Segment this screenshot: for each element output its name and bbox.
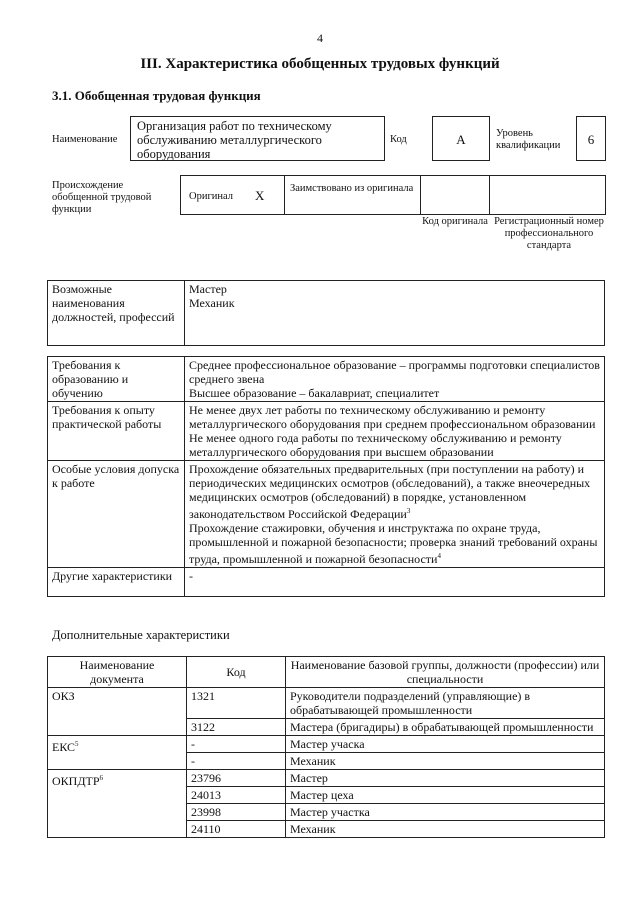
function-name: Организация работ по техническому обслуживанию металлургического оборудования <box>137 119 332 161</box>
footnote: 6 <box>99 774 104 782</box>
req-label: Особые условия допуска к работе <box>48 461 185 568</box>
level-box <box>576 116 606 161</box>
additional-table <box>47 656 605 838</box>
origin-label: Происхождение обобщенной трудовой функции <box>52 180 152 215</box>
req-line: Прохождение стажировки, обучения и инструктажа по охране труда, промышленной и пожарной безопасности; проверка знаний требований охраны труда, промышленной и пожарной безопасности$^4$ <box>189 521 598 566</box>
name-cell: Механик <box>286 821 605 838</box>
footnote: 5 <box>75 740 79 748</box>
table-header-row <box>48 657 605 688</box>
req-line: Не менее одного года работы по техническому обслуживанию и ремонту металлургического оборудования при высшем образовании <box>189 431 562 459</box>
footnote: 3 <box>406 507 411 515</box>
code-box <box>432 116 490 161</box>
col-name-header: Наименование базовой группы, должности (профессии) или специальности <box>286 657 605 688</box>
code-label: Код <box>390 134 407 145</box>
name-cell: Мастер участка <box>286 804 605 821</box>
name-cell: Мастер цеха <box>286 787 605 804</box>
reg-number-label: Регистрационный номер профессионального стандарта <box>494 216 604 251</box>
name-cell: Мастер учаска <box>286 736 605 753</box>
level-value: 6 <box>587 132 595 147</box>
name-label: Наименование <box>52 134 118 145</box>
table-row <box>48 688 605 719</box>
additional-title: Дополнительные характеристики <box>52 628 230 642</box>
position-item: Механик <box>189 296 235 310</box>
col-doc-header: Наименование документа <box>48 657 187 688</box>
level-label: Уровень квалификации <box>496 128 561 151</box>
section-title: III. Характеристика обобщенных трудовых функций <box>140 56 500 72</box>
name-cell: Механик <box>286 753 605 770</box>
req-value <box>185 568 605 597</box>
code-cell: - <box>187 736 286 753</box>
position-item: Мастер <box>189 282 227 296</box>
requirements-table <box>47 356 605 597</box>
req-label: Требования к образованию и обучению <box>48 357 185 402</box>
code-cell: 3122 <box>187 719 286 736</box>
code-cell: 24013 <box>187 787 286 804</box>
positions-values <box>185 281 605 346</box>
code-value: А <box>456 132 466 147</box>
subsection-title: 3.1. Обобщенная трудовая функция <box>52 88 261 103</box>
reg-number-box <box>489 175 606 215</box>
original-label: Оригинал <box>189 191 233 202</box>
table-row <box>48 357 605 402</box>
borrowed-label: Заимствовано из оригинала <box>290 183 414 194</box>
code-cell: 24110 <box>187 821 286 838</box>
original-mark: X <box>255 188 265 203</box>
req-label: Требования к опыту практической работы <box>48 402 185 461</box>
req-line: Прохождение обязательных предварительных (при поступлении на работу) и периодических медицинских осмотров (обследований), а также внеочередных медицинских осмотров (обследований) в порядке, установленном законодательством Российской Федерации$^3$ <box>189 462 591 521</box>
req-line: Не менее двух лет работы по техническому обслуживанию и ремонту металлургического оборудования при среднем профессиональном образовании <box>189 403 596 431</box>
name-cell: Руководители подразделений (управляющие) в обрабатывающей промышленности <box>286 688 605 719</box>
code-original-label: Код оригинала <box>422 216 488 227</box>
table-row <box>48 402 605 461</box>
doc-cell: ЕКС$^5$ <box>48 736 187 770</box>
name-cell: Мастера (бригадиры) в обрабатывающей промышленности <box>286 719 605 736</box>
req-value <box>185 461 605 568</box>
req-line: - <box>189 569 193 583</box>
req-line: Высшее образование – бакалавриат, специалитет <box>189 386 440 400</box>
positions-table <box>47 280 605 346</box>
code-cell: - <box>187 753 286 770</box>
req-line: Среднее профессиональное образование – программы подготовки специалистов среднего звена <box>189 358 600 386</box>
page-number: 4 <box>317 31 323 45</box>
code-original-box <box>420 175 490 215</box>
table-row <box>48 770 605 787</box>
table-row <box>48 461 605 568</box>
footnote: 4 <box>437 552 441 560</box>
code-cell: 1321 <box>187 688 286 719</box>
code-cell: 23796 <box>187 770 286 787</box>
code-cell: 23998 <box>187 804 286 821</box>
table-row <box>48 281 605 346</box>
col-code-header: Код <box>187 657 286 688</box>
req-label: Другие характеристики <box>48 568 185 597</box>
table-row <box>48 568 605 597</box>
function-name-box <box>130 116 385 161</box>
original-box <box>180 175 285 215</box>
name-cell: Мастер <box>286 770 605 787</box>
req-value <box>185 357 605 402</box>
doc-cell: ОКПДТР$^6$ <box>48 770 187 838</box>
doc-cell: ОКЗ <box>48 688 187 736</box>
table-row <box>48 736 605 753</box>
positions-label: Возможные наименования должностей, профессий <box>48 281 185 346</box>
borrowed-box <box>284 175 421 215</box>
req-value <box>185 402 605 461</box>
